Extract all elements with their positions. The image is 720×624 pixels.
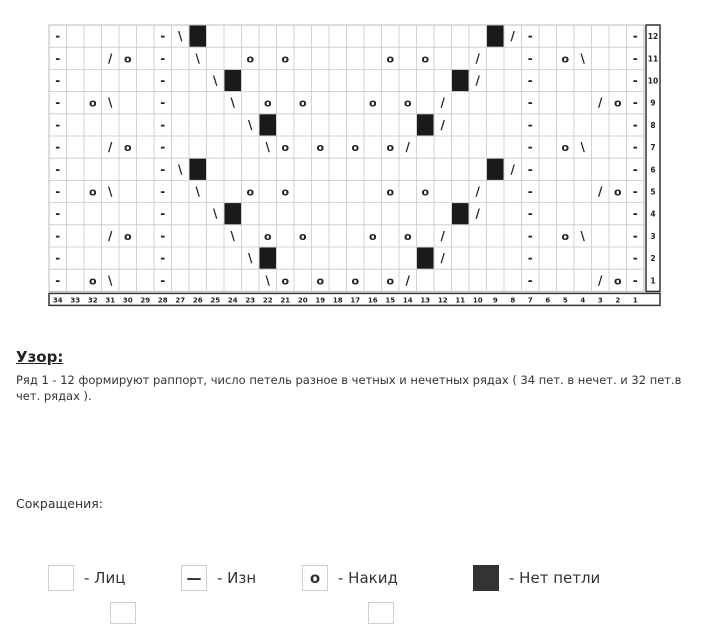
- row-label-strip: [646, 25, 660, 291]
- yarn-over-cell: o: [123, 141, 132, 155]
- row-label: 7: [650, 143, 656, 153]
- no-stitch-cell: [452, 70, 469, 91]
- purl-cell: -: [160, 273, 166, 288]
- decrease-cell: \: [195, 51, 200, 66]
- column-label: 29: [140, 296, 151, 305]
- yarn-over-cell: o: [298, 96, 307, 110]
- purl-cell: -: [632, 29, 638, 44]
- decrease-cell: /: [475, 184, 480, 199]
- decrease-cell: \: [248, 251, 253, 266]
- row-label: 10: [647, 76, 659, 86]
- row-label: 4: [650, 209, 656, 219]
- column-label: 7: [527, 296, 533, 305]
- purl-cell: -: [632, 95, 638, 110]
- decrease-cell: \: [178, 162, 183, 177]
- decrease-cell: \: [230, 95, 235, 110]
- legend-knit: [48, 563, 125, 593]
- decrease-cell: /: [475, 206, 480, 221]
- decrease-cell: \: [108, 273, 113, 288]
- column-label: 22: [262, 296, 273, 305]
- row-label: 9: [650, 98, 656, 108]
- decrease-cell: \: [213, 73, 218, 88]
- yarn-over-cell: o: [263, 96, 272, 110]
- no-stitch-cell: [452, 203, 469, 224]
- decrease-cell: \: [580, 140, 585, 155]
- purl-cell: -: [527, 73, 533, 88]
- abbreviations-heading: Сокращения:: [16, 496, 104, 511]
- purl-cell: -: [55, 29, 61, 44]
- column-label: 4: [580, 296, 586, 305]
- purl-cell: -: [632, 184, 638, 199]
- decrease-cell: \: [265, 273, 270, 288]
- column-label: 5: [562, 296, 568, 305]
- purl-cell: -: [55, 162, 61, 177]
- no-stitch-cell: [225, 70, 242, 91]
- column-label: 27: [175, 296, 186, 305]
- decrease-cell: /: [108, 51, 113, 66]
- pattern-title: Узор:: [16, 348, 64, 366]
- column-label: 10: [472, 296, 483, 305]
- decrease-cell: \: [230, 228, 235, 243]
- row-label: 2: [650, 254, 656, 264]
- purl-cell: -: [55, 228, 61, 243]
- no-stitch-cell: [190, 159, 207, 180]
- row-label: 12: [647, 32, 659, 42]
- purl-cell: -: [160, 51, 166, 66]
- knitting-chart: [46, 22, 674, 314]
- purl-cell: -: [160, 162, 166, 177]
- yarn-over-cell: o: [421, 185, 430, 199]
- decrease-cell: /: [510, 29, 515, 44]
- purl-cell: -: [55, 95, 61, 110]
- column-label: 3: [597, 296, 603, 305]
- yarn-over-cell: o: [351, 274, 360, 288]
- decrease-cell: \: [213, 206, 218, 221]
- decrease-cell: /: [108, 228, 113, 243]
- yarn-over-cell: o: [298, 229, 307, 243]
- purl-cell: -: [632, 140, 638, 155]
- column-label: 33: [70, 296, 81, 305]
- yarn-over-cell: o: [561, 52, 570, 66]
- yarn-over-cell: o: [561, 141, 570, 155]
- yarn-over-symbol-icon: o: [302, 565, 328, 591]
- column-label: 11: [455, 296, 466, 305]
- decrease-cell: \: [265, 140, 270, 155]
- row-label: 8: [650, 120, 656, 130]
- purl-cell: -: [55, 73, 61, 88]
- column-label: 26: [192, 296, 203, 305]
- legend-no-stitch: [473, 563, 600, 593]
- decrease-cell: /: [440, 95, 445, 110]
- no-stitch-cell: [417, 248, 434, 269]
- yarn-over-cell: o: [403, 229, 412, 243]
- yarn-over-cell: o: [123, 229, 132, 243]
- legend-knit-label: - Лиц: [84, 569, 126, 587]
- purl-cell: -: [160, 29, 166, 44]
- purl-cell: -: [632, 251, 638, 266]
- yarn-over-cell: o: [246, 52, 255, 66]
- column-label: 2: [615, 296, 621, 305]
- legend-purl: [181, 563, 256, 593]
- decrease-cell: \: [108, 95, 113, 110]
- purl-cell: -: [160, 206, 166, 221]
- left-decrease-symbol-icon: [368, 602, 394, 624]
- column-label: 24: [227, 296, 238, 305]
- purl-cell: -: [527, 273, 533, 288]
- yarn-over-cell: o: [123, 52, 132, 66]
- knit-symbol-icon: [48, 565, 74, 591]
- decrease-cell: /: [598, 273, 603, 288]
- decrease-cell: \: [248, 117, 253, 132]
- decrease-cell: /: [440, 117, 445, 132]
- decrease-cell: /: [475, 51, 480, 66]
- decrease-cell: /: [440, 228, 445, 243]
- column-label: 25: [210, 296, 221, 305]
- purl-cell: -: [160, 251, 166, 266]
- yarn-over-cell: o: [386, 185, 395, 199]
- column-label: 32: [87, 296, 98, 305]
- yarn-over-cell: o: [316, 141, 325, 155]
- purl-cell: -: [632, 228, 638, 243]
- yarn-over-cell: o: [613, 96, 622, 110]
- decrease-cell: \: [195, 184, 200, 199]
- no-stitch-cell: [487, 159, 504, 180]
- decrease-cell: /: [598, 184, 603, 199]
- purl-cell: -: [632, 273, 638, 288]
- purl-cell: -: [55, 140, 61, 155]
- purl-cell: -: [632, 206, 638, 221]
- column-label: 16: [367, 296, 378, 305]
- purl-cell: -: [55, 117, 61, 132]
- yarn-over-cell: o: [561, 229, 570, 243]
- decrease-cell: /: [405, 140, 410, 155]
- decrease-cell: \: [108, 184, 113, 199]
- legend-yarn-over: [302, 563, 398, 593]
- yarn-over-cell: o: [351, 141, 360, 155]
- yarn-over-cell: o: [386, 274, 395, 288]
- yarn-over-cell: o: [316, 274, 325, 288]
- purl-cell: -: [160, 73, 166, 88]
- decrease-cell: /: [598, 95, 603, 110]
- yarn-over-cell: o: [88, 274, 97, 288]
- column-label: 12: [437, 296, 448, 305]
- column-label: 34: [52, 296, 63, 305]
- purl-cell: -: [55, 184, 61, 199]
- decrease-cell: \: [580, 51, 585, 66]
- purl-cell: -: [527, 206, 533, 221]
- purl-cell: -: [527, 184, 533, 199]
- yarn-over-cell: o: [613, 274, 622, 288]
- yarn-over-cell: o: [613, 185, 622, 199]
- column-label: 6: [545, 296, 551, 305]
- yarn-over-cell: o: [281, 52, 290, 66]
- yarn-over-cell: o: [403, 96, 412, 110]
- decrease-cell: /: [510, 162, 515, 177]
- row-label: 11: [647, 54, 659, 64]
- purl-cell: -: [160, 95, 166, 110]
- yarn-over-cell: o: [421, 52, 430, 66]
- yarn-over-cell: o: [386, 141, 395, 155]
- purl-cell: -: [527, 162, 533, 177]
- purl-cell: -: [632, 51, 638, 66]
- purl-cell: -: [632, 162, 638, 177]
- yarn-over-cell: o: [88, 185, 97, 199]
- no-stitch-symbol-icon: [473, 565, 499, 591]
- purl-cell: -: [160, 140, 166, 155]
- legend-left-decrease-partial: [368, 603, 404, 623]
- column-label: 23: [245, 296, 256, 305]
- column-label: 31: [105, 296, 116, 305]
- legend-yarn-over-label: - Накид: [338, 569, 398, 587]
- purl-cell: -: [160, 184, 166, 199]
- purl-cell: -: [55, 273, 61, 288]
- column-label: 1: [632, 296, 638, 305]
- no-stitch-cell: [260, 248, 277, 269]
- decrease-cell: /: [440, 251, 445, 266]
- row-label: 6: [650, 165, 656, 175]
- yarn-over-cell: o: [368, 96, 377, 110]
- no-stitch-cell: [487, 26, 504, 47]
- right-decrease-symbol-icon: [110, 602, 136, 624]
- column-label: 21: [280, 296, 291, 305]
- decrease-cell: /: [475, 73, 480, 88]
- yarn-over-cell: o: [263, 229, 272, 243]
- purl-cell: -: [527, 140, 533, 155]
- column-label: 9: [492, 296, 498, 305]
- decrease-cell: /: [108, 140, 113, 155]
- yarn-over-cell: o: [386, 52, 395, 66]
- row-label: 5: [650, 187, 656, 197]
- purl-cell: -: [160, 228, 166, 243]
- purl-cell: -: [527, 251, 533, 266]
- row-label: 1: [650, 276, 656, 286]
- purl-cell: -: [527, 51, 533, 66]
- yarn-over-cell: o: [281, 141, 290, 155]
- column-label: 15: [385, 296, 396, 305]
- no-stitch-cell: [225, 203, 242, 224]
- purl-cell: -: [527, 29, 533, 44]
- decrease-cell: \: [178, 29, 183, 44]
- column-label: 18: [332, 296, 343, 305]
- legend-no-stitch-label: - Нет петли: [509, 569, 601, 587]
- row-label: 3: [650, 231, 656, 241]
- column-label: 17: [350, 296, 361, 305]
- no-stitch-cell: [417, 114, 434, 135]
- purl-cell: -: [55, 251, 61, 266]
- legend-purl-label: - Изн: [217, 569, 257, 587]
- purl-cell: -: [55, 51, 61, 66]
- decrease-cell: \: [580, 228, 585, 243]
- purl-cell: -: [527, 95, 533, 110]
- purl-cell: -: [55, 206, 61, 221]
- column-label: 8: [510, 296, 516, 305]
- yarn-over-cell: o: [246, 185, 255, 199]
- purl-cell: -: [632, 73, 638, 88]
- purl-cell: -: [527, 117, 533, 132]
- no-stitch-cell: [260, 114, 277, 135]
- column-label: 20: [297, 296, 308, 305]
- legend-right-decrease-partial: [110, 603, 146, 623]
- column-label: 14: [402, 296, 413, 305]
- column-label: 28: [157, 296, 168, 305]
- yarn-over-cell: o: [368, 229, 377, 243]
- purl-cell: -: [632, 117, 638, 132]
- yarn-over-cell: o: [281, 274, 290, 288]
- purl-cell: -: [527, 228, 533, 243]
- purl-symbol-icon: —: [181, 565, 207, 591]
- purl-cell: -: [160, 117, 166, 132]
- decrease-cell: /: [405, 273, 410, 288]
- column-label: 30: [122, 296, 133, 305]
- pattern-description: Ряд 1 - 12 формируют раппорт, число петель разное в четных и нечетных рядах ( 34 пет. в нечет. и 32 пет.в чет. рядах ).: [16, 373, 682, 403]
- no-stitch-cell: [190, 26, 207, 47]
- column-label: 19: [315, 296, 326, 305]
- yarn-over-cell: o: [88, 96, 97, 110]
- column-label: 13: [420, 296, 431, 305]
- yarn-over-cell: o: [281, 185, 290, 199]
